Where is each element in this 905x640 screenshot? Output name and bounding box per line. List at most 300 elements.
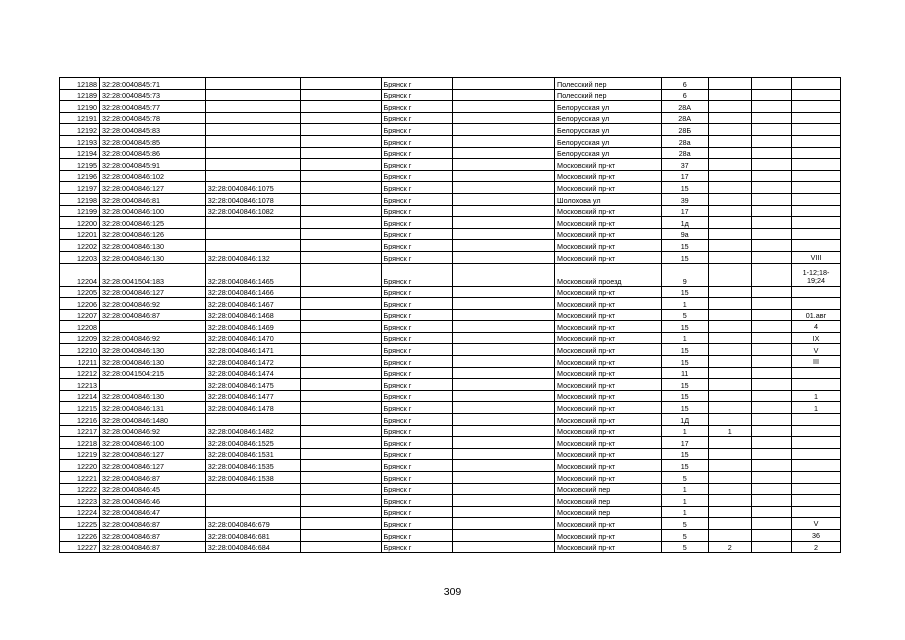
house-number-cell: 15: [661, 182, 708, 194]
house-number-cell: 5: [661, 518, 708, 530]
table-row: [60, 124, 841, 136]
room-cell: 1: [791, 402, 840, 414]
building-cell: [708, 437, 751, 449]
empty-cell: [751, 263, 791, 286]
empty-cell: [301, 298, 381, 310]
empty-cell: [452, 541, 554, 553]
cadastral-number-cell: 32:28:0040846:92: [100, 332, 206, 344]
street-cell: Московский пр-кт: [555, 321, 662, 333]
room-cell: 36: [791, 529, 840, 541]
building-cell: [708, 135, 751, 147]
object-number-cell: 32:28:0040846:1478: [205, 402, 301, 414]
cadastral-number-cell: 32:28:0040846:46: [100, 495, 206, 507]
object-number-cell: [205, 217, 301, 229]
object-number-cell: 32:28:0040846:679: [205, 518, 301, 530]
street-cell: Московский пр-кт: [555, 367, 662, 379]
row-number-cell: 12199: [60, 205, 100, 217]
street-cell: Московский пр-кт: [555, 205, 662, 217]
building-cell: [708, 182, 751, 194]
cadastral-number-cell: 32:28:0040846:1480: [100, 414, 206, 426]
table-row: [60, 101, 841, 113]
empty-cell: [301, 506, 381, 518]
table-row: [60, 460, 841, 472]
object-number-cell: [205, 170, 301, 182]
table-row: [60, 321, 841, 333]
table-row: [60, 263, 841, 286]
empty-cell: [452, 472, 554, 484]
street-cell: Московский пр-кт: [555, 425, 662, 437]
empty-cell: [452, 483, 554, 495]
building-cell: [708, 390, 751, 402]
room-cell: [791, 506, 840, 518]
object-number-cell: [205, 78, 301, 90]
room-cell: [791, 414, 840, 426]
building-cell: [708, 309, 751, 321]
empty-cell: [751, 390, 791, 402]
empty-cell: [452, 344, 554, 356]
empty-cell: [301, 228, 381, 240]
building-cell: [708, 78, 751, 90]
table-row: [60, 506, 841, 518]
object-number-cell: [205, 89, 301, 101]
building-cell: [708, 170, 751, 182]
table-row: [60, 344, 841, 356]
empty-cell: [751, 344, 791, 356]
building-cell: [708, 414, 751, 426]
table-row: [60, 309, 841, 321]
room-cell: [791, 147, 840, 159]
house-number-cell: 11: [661, 367, 708, 379]
empty-cell: [301, 344, 381, 356]
house-number-cell: 39: [661, 193, 708, 205]
street-cell: Московский пер: [555, 483, 662, 495]
row-number-cell: 12206: [60, 298, 100, 310]
table-row: [60, 217, 841, 229]
empty-cell: [751, 240, 791, 252]
object-number-cell: [205, 240, 301, 252]
empty-cell: [452, 286, 554, 298]
city-cell: Брянск г: [381, 425, 452, 437]
city-cell: Брянск г: [381, 205, 452, 217]
object-number-cell: 32:28:0040846:684: [205, 541, 301, 553]
row-number-cell: 12218: [60, 437, 100, 449]
empty-cell: [301, 390, 381, 402]
room-cell: [791, 495, 840, 507]
building-cell: [708, 263, 751, 286]
cadastral-number-cell: 32:28:0040845:71: [100, 78, 206, 90]
street-cell: Московский пр-кт: [555, 518, 662, 530]
empty-cell: [452, 263, 554, 286]
empty-cell: [751, 101, 791, 113]
building-cell: [708, 251, 751, 263]
building-cell: [708, 193, 751, 205]
row-number-cell: 12192: [60, 124, 100, 136]
cadastral-number-cell: 32:28:0041504:215: [100, 367, 206, 379]
building-cell: [708, 332, 751, 344]
empty-cell: [751, 321, 791, 333]
cadastral-number-cell: 32:28:0040846:87: [100, 309, 206, 321]
object-number-cell: 32:28:0040846:1477: [205, 390, 301, 402]
house-number-cell: 1д: [661, 217, 708, 229]
room-cell: [791, 182, 840, 194]
street-cell: Московский пр-кт: [555, 460, 662, 472]
room-cell: [791, 240, 840, 252]
building-cell: [708, 240, 751, 252]
empty-cell: [301, 251, 381, 263]
empty-cell: [452, 298, 554, 310]
city-cell: Брянск г: [381, 472, 452, 484]
empty-cell: [301, 89, 381, 101]
empty-cell: [301, 159, 381, 171]
cadastral-number-cell: 32:28:0040846:102: [100, 170, 206, 182]
building-cell: [708, 217, 751, 229]
object-number-cell: 32:28:0040846:1475: [205, 379, 301, 391]
city-cell: Брянск г: [381, 263, 452, 286]
row-number-cell: 12219: [60, 448, 100, 460]
object-number-cell: [205, 414, 301, 426]
empty-cell: [301, 147, 381, 159]
city-cell: Брянск г: [381, 332, 452, 344]
cadastral-number-cell: 32:28:0040846:47: [100, 506, 206, 518]
table-row: [60, 472, 841, 484]
table-row: [60, 89, 841, 101]
table-row: [60, 240, 841, 252]
empty-cell: [751, 159, 791, 171]
house-number-cell: 9а: [661, 228, 708, 240]
cadastral-number-cell: 32:28:0040846:92: [100, 425, 206, 437]
empty-cell: [452, 518, 554, 530]
cadastral-number-cell: 32:28:0040846:127: [100, 460, 206, 472]
empty-cell: [751, 414, 791, 426]
house-number-cell: 15: [661, 460, 708, 472]
object-number-cell: 32:28:0040846:1466: [205, 286, 301, 298]
city-cell: Брянск г: [381, 356, 452, 368]
city-cell: Брянск г: [381, 193, 452, 205]
empty-cell: [452, 309, 554, 321]
empty-cell: [301, 182, 381, 194]
row-number-cell: 12194: [60, 147, 100, 159]
empty-cell: [301, 541, 381, 553]
row-number-cell: 12221: [60, 472, 100, 484]
empty-cell: [301, 240, 381, 252]
street-cell: Белорусская ул: [555, 135, 662, 147]
empty-cell: [751, 217, 791, 229]
house-number-cell: 5: [661, 529, 708, 541]
empty-cell: [301, 518, 381, 530]
city-cell: Брянск г: [381, 379, 452, 391]
house-number-cell: 6: [661, 89, 708, 101]
object-number-cell: [205, 483, 301, 495]
building-cell: [708, 472, 751, 484]
empty-cell: [452, 101, 554, 113]
city-cell: Брянск г: [381, 251, 452, 263]
building-cell: [708, 483, 751, 495]
empty-cell: [301, 379, 381, 391]
room-cell: [791, 472, 840, 484]
empty-cell: [751, 402, 791, 414]
row-number-cell: 12204: [60, 263, 100, 286]
row-number-cell: 12195: [60, 159, 100, 171]
city-cell: Брянск г: [381, 217, 452, 229]
table-row: [60, 367, 841, 379]
street-cell: Московский пр-кт: [555, 437, 662, 449]
city-cell: Брянск г: [381, 483, 452, 495]
row-number-cell: 12210: [60, 344, 100, 356]
street-cell: Московский пр-кт: [555, 344, 662, 356]
empty-cell: [751, 460, 791, 472]
row-number-cell: 12216: [60, 414, 100, 426]
empty-cell: [301, 448, 381, 460]
room-cell: [791, 379, 840, 391]
empty-cell: [301, 217, 381, 229]
city-cell: Брянск г: [381, 89, 452, 101]
row-number-cell: 12205: [60, 286, 100, 298]
room-cell: [791, 112, 840, 124]
empty-cell: [301, 402, 381, 414]
empty-cell: [301, 483, 381, 495]
building-cell: [708, 159, 751, 171]
city-cell: Брянск г: [381, 147, 452, 159]
house-number-cell: 17: [661, 437, 708, 449]
row-number-cell: 12207: [60, 309, 100, 321]
registry-table-body: [60, 78, 841, 553]
empty-cell: [751, 251, 791, 263]
cadastral-number-cell: 32:28:0040846:45: [100, 483, 206, 495]
empty-cell: [452, 228, 554, 240]
empty-cell: [301, 112, 381, 124]
table-row: [60, 159, 841, 171]
city-cell: Брянск г: [381, 124, 452, 136]
table-row: [60, 448, 841, 460]
empty-cell: [751, 472, 791, 484]
empty-cell: [301, 135, 381, 147]
building-cell: [708, 101, 751, 113]
table-row: [60, 402, 841, 414]
room-cell: [791, 367, 840, 379]
table-row: [60, 298, 841, 310]
room-cell: 1: [791, 390, 840, 402]
building-cell: [708, 112, 751, 124]
table-row: [60, 541, 841, 553]
city-cell: Брянск г: [381, 495, 452, 507]
table-row: [60, 390, 841, 402]
empty-cell: [751, 483, 791, 495]
house-number-cell: 28А: [661, 101, 708, 113]
empty-cell: [452, 159, 554, 171]
empty-cell: [301, 472, 381, 484]
object-number-cell: [205, 124, 301, 136]
cadastral-number-cell: 32:28:0040846:100: [100, 437, 206, 449]
row-number-cell: 12223: [60, 495, 100, 507]
building-cell: [708, 367, 751, 379]
empty-cell: [452, 251, 554, 263]
object-number-cell: 32:28:0040846:1467: [205, 298, 301, 310]
object-number-cell: 32:28:0040846:1474: [205, 367, 301, 379]
cadastral-number-cell: [100, 379, 206, 391]
house-number-cell: 1: [661, 495, 708, 507]
table-row: [60, 379, 841, 391]
empty-cell: [751, 309, 791, 321]
empty-cell: [751, 228, 791, 240]
empty-cell: [301, 414, 381, 426]
object-number-cell: 32:28:0040846:1531: [205, 448, 301, 460]
street-cell: Московский проезд: [555, 263, 662, 286]
row-number-cell: 12225: [60, 518, 100, 530]
cadastral-number-cell: 32:28:0040846:127: [100, 182, 206, 194]
row-number-cell: 12211: [60, 356, 100, 368]
house-number-cell: 15: [661, 251, 708, 263]
empty-cell: [452, 390, 554, 402]
row-number-cell: 12197: [60, 182, 100, 194]
building-cell: [708, 448, 751, 460]
table-row: [60, 147, 841, 159]
row-number-cell: 12208: [60, 321, 100, 333]
table-row: [60, 483, 841, 495]
row-number-cell: 12215: [60, 402, 100, 414]
row-number-cell: 12198: [60, 193, 100, 205]
street-cell: Московский пр-кт: [555, 228, 662, 240]
house-number-cell: 15: [661, 286, 708, 298]
empty-cell: [452, 124, 554, 136]
cadastral-number-cell: 32:28:0040846:87: [100, 529, 206, 541]
room-cell: [791, 460, 840, 472]
building-cell: [708, 529, 751, 541]
empty-cell: [751, 495, 791, 507]
object-number-cell: 32:28:0040846:1482: [205, 425, 301, 437]
table-row: [60, 286, 841, 298]
empty-cell: [751, 518, 791, 530]
street-cell: Белорусская ул: [555, 124, 662, 136]
table-row: [60, 495, 841, 507]
city-cell: Брянск г: [381, 344, 452, 356]
object-number-cell: 32:28:0040846:1075: [205, 182, 301, 194]
cadastral-number-cell: 32:28:0040846:100: [100, 205, 206, 217]
house-number-cell: 15: [661, 356, 708, 368]
empty-cell: [452, 147, 554, 159]
house-number-cell: 1: [661, 298, 708, 310]
empty-cell: [301, 495, 381, 507]
building-cell: [708, 495, 751, 507]
room-cell: [791, 286, 840, 298]
street-cell: Московский пр-кт: [555, 182, 662, 194]
empty-cell: [751, 124, 791, 136]
building-cell: [708, 402, 751, 414]
cadastral-number-cell: 32:28:0040846:130: [100, 356, 206, 368]
empty-cell: [301, 529, 381, 541]
city-cell: Брянск г: [381, 309, 452, 321]
empty-cell: [452, 448, 554, 460]
room-cell: IX: [791, 332, 840, 344]
table-row: [60, 414, 841, 426]
street-cell: Московский пр-кт: [555, 159, 662, 171]
row-number-cell: 12209: [60, 332, 100, 344]
cadastral-number-cell: 32:28:0041504:183: [100, 263, 206, 286]
empty-cell: [301, 101, 381, 113]
object-number-cell: 32:28:0040846:1471: [205, 344, 301, 356]
object-number-cell: 32:28:0040846:1468: [205, 309, 301, 321]
street-cell: Полесский пер: [555, 89, 662, 101]
cadastral-number-cell: 32:28:0040846:130: [100, 390, 206, 402]
empty-cell: [452, 495, 554, 507]
building-cell: [708, 286, 751, 298]
object-number-cell: 32:28:0040846:1078: [205, 193, 301, 205]
object-number-cell: [205, 101, 301, 113]
row-number-cell: 12193: [60, 135, 100, 147]
cadastral-number-cell: 32:28:0040846:81: [100, 193, 206, 205]
house-number-cell: 1: [661, 483, 708, 495]
house-number-cell: 5: [661, 309, 708, 321]
empty-cell: [751, 448, 791, 460]
city-cell: Брянск г: [381, 437, 452, 449]
room-cell: [791, 437, 840, 449]
house-number-cell: 37: [661, 159, 708, 171]
row-number-cell: 12214: [60, 390, 100, 402]
building-cell: [708, 298, 751, 310]
table-row: [60, 425, 841, 437]
street-cell: Московский пер: [555, 495, 662, 507]
empty-cell: [301, 332, 381, 344]
room-cell: 2: [791, 541, 840, 553]
row-number-cell: 12213: [60, 379, 100, 391]
house-number-cell: 28а: [661, 135, 708, 147]
row-number-cell: 12227: [60, 541, 100, 553]
street-cell: Московский пр-кт: [555, 541, 662, 553]
room-cell: [791, 425, 840, 437]
empty-cell: [452, 460, 554, 472]
empty-cell: [301, 367, 381, 379]
table-row: [60, 518, 841, 530]
empty-cell: [452, 182, 554, 194]
room-cell: VIII: [791, 251, 840, 263]
table-row: [60, 170, 841, 182]
empty-cell: [751, 425, 791, 437]
empty-cell: [452, 367, 554, 379]
empty-cell: [751, 541, 791, 553]
street-cell: Московский пр-кт: [555, 309, 662, 321]
house-number-cell: 1: [661, 506, 708, 518]
building-cell: [708, 379, 751, 391]
row-number-cell: 12201: [60, 228, 100, 240]
house-number-cell: 6: [661, 78, 708, 90]
building-cell: [708, 460, 751, 472]
room-cell: [791, 205, 840, 217]
page-number: 309: [443, 586, 462, 598]
empty-cell: [301, 124, 381, 136]
house-number-cell: 28А: [661, 112, 708, 124]
house-number-cell: 15: [661, 379, 708, 391]
room-cell: 1-12;18-19;24: [791, 263, 840, 286]
empty-cell: [452, 217, 554, 229]
city-cell: Брянск г: [381, 101, 452, 113]
object-number-cell: 32:28:0040846:132: [205, 251, 301, 263]
empty-cell: [452, 193, 554, 205]
table-row: [60, 228, 841, 240]
building-cell: [708, 228, 751, 240]
city-cell: Брянск г: [381, 414, 452, 426]
house-number-cell: 15: [661, 240, 708, 252]
room-cell: [791, 483, 840, 495]
street-cell: Московский пр-кт: [555, 390, 662, 402]
empty-cell: [301, 356, 381, 368]
empty-cell: [452, 78, 554, 90]
empty-cell: [751, 193, 791, 205]
empty-cell: [751, 182, 791, 194]
room-cell: [791, 448, 840, 460]
city-cell: Брянск г: [381, 448, 452, 460]
table-row: [60, 356, 841, 368]
table-row: [60, 112, 841, 124]
empty-cell: [751, 286, 791, 298]
